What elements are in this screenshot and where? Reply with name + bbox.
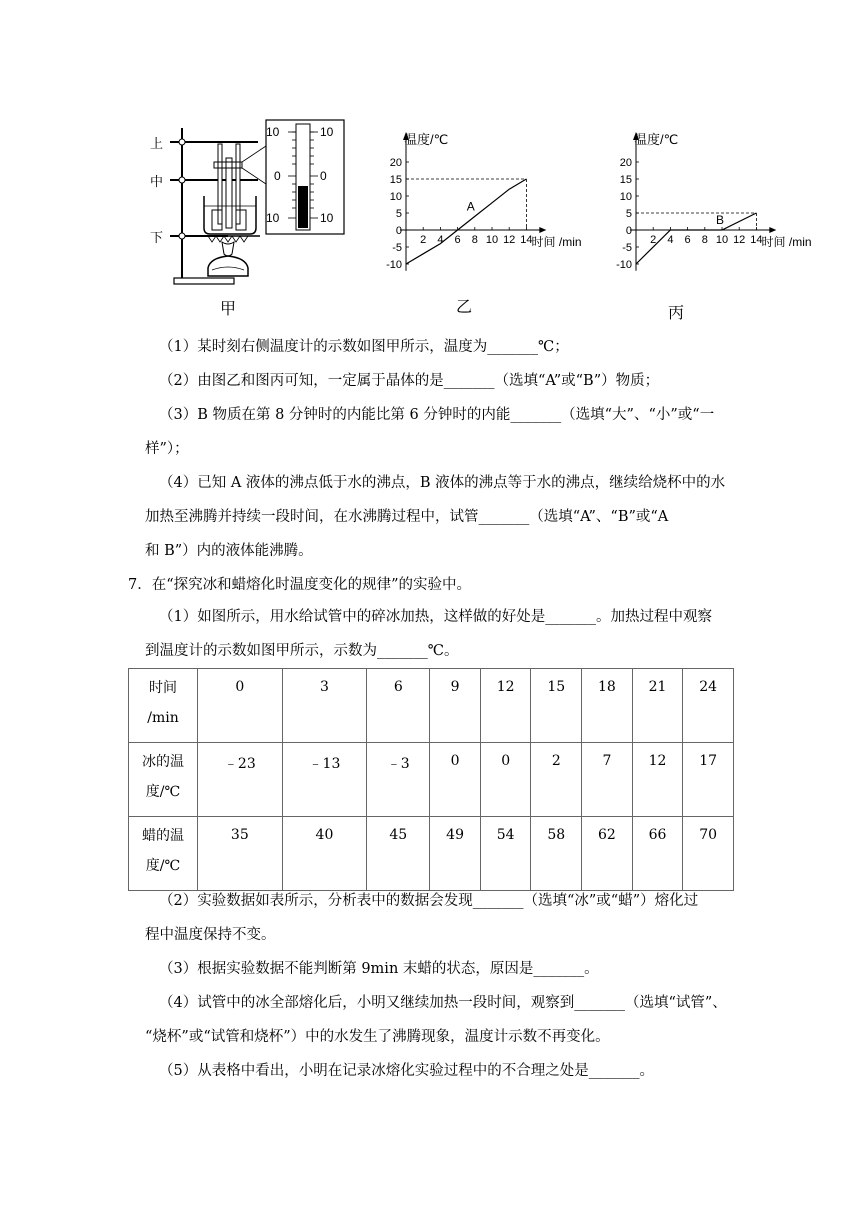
y-tick-label: 15 xyxy=(389,174,402,186)
q6-part4-line3: 和 B”）内的液体能沸腾。 xyxy=(145,543,313,559)
table-cell: 2 xyxy=(531,743,582,817)
table-row-header xyxy=(129,817,198,891)
x-tick-label: 12 xyxy=(503,234,516,246)
table-cell: 9 xyxy=(430,669,481,743)
q7-part4-line2: “烧杯”或“试管和烧杯”）中的水发生了沸腾现象，温度计示数不再变化。 xyxy=(145,1029,610,1045)
table-cell: 6 xyxy=(367,669,430,743)
table-row-header-line: 度/℃ xyxy=(145,784,181,800)
table-cell: ﹣13 xyxy=(282,743,367,817)
stand-label-middle: 中 xyxy=(150,174,164,189)
q7-part2-line1: （2）实验数据如表所示，分析表中的数据会发现_______（选填“冰”或“蜡”）熔化过 xyxy=(159,893,699,909)
x-tick-label: 2 xyxy=(420,234,427,246)
y-tick-label: 5 xyxy=(625,208,632,220)
table-row-header-line: 度/℃ xyxy=(145,858,181,874)
q7-part4-line1: （4）试管中的冰全部熔化后，小明又继续加热一段时间，观察到_______（选填“试管”、 xyxy=(159,995,727,1011)
table-cell: 70 xyxy=(683,817,734,891)
x-tick-label: 14 xyxy=(750,234,763,246)
table-cell: 12 xyxy=(632,743,683,817)
table-row xyxy=(129,743,734,817)
x-axis-arrow xyxy=(539,227,546,233)
stand-label-top: 上 xyxy=(150,136,164,151)
table-cell: 17 xyxy=(683,743,734,817)
x-tick-label: 12 xyxy=(733,234,746,246)
y-tick-label: 10 xyxy=(389,191,402,203)
figure-bing-label: 丙 xyxy=(668,303,685,322)
y-tick-label: 20 xyxy=(389,157,402,169)
x-axis-arrow xyxy=(769,227,776,233)
table-cell: 18 xyxy=(582,669,633,743)
table-row-header-line: 蜡的温 xyxy=(142,828,184,844)
q7-part1-line1: （1）如图所示，用水给试管中的碎冰加热，这样做的好处是_______。加热过程中观察 xyxy=(159,609,712,625)
q7-title: 7．在“探究冰和蜡熔化时温度变化的规律”的实验中。 xyxy=(128,577,472,593)
x-tick-label: 2 xyxy=(650,234,657,246)
x-axis-label: 时间 /min xyxy=(761,235,812,249)
table-cell: 40 xyxy=(282,817,367,891)
q6-part3-line2: 样”）； xyxy=(145,441,189,457)
table-row xyxy=(129,669,734,743)
x-tick-label: 4 xyxy=(437,234,444,246)
q7-part2-line2: 程中温度保持不变。 xyxy=(145,927,276,943)
q7-part5: （5）从表格中看出，小明在记录冰熔化实验过程中的不合理之处是_______。 xyxy=(159,1063,654,1079)
q6-part2: （2）由图乙和图丙可知，一定属于晶体的是_______（选填“A”或“B”）物质； xyxy=(159,373,660,389)
table-row-header-line: /min xyxy=(147,710,179,726)
chart-bing xyxy=(598,128,816,300)
curve-label-B: B xyxy=(716,213,725,227)
table-cell: 62 xyxy=(582,817,633,891)
table-cell: 3 xyxy=(282,669,367,743)
q6-part4-line1: （4）已知 A 液体的沸点低于水的沸点，B 液体的沸点等于水的沸点，继续给烧杯中的水 xyxy=(159,475,726,491)
table-cell: 35 xyxy=(198,817,283,891)
y-tick-label: 0 xyxy=(395,225,402,237)
table-cell: 0 xyxy=(198,669,283,743)
table-row-header xyxy=(129,743,198,817)
x-tick-label: 4 xyxy=(667,234,674,246)
curve-label-A: A xyxy=(466,199,475,214)
figure-jia-apparatus xyxy=(148,118,348,300)
q6-part4-line2: 加热至沸腾并持续一段时间，在水沸腾过程中，试管_______（选填“A”、“B”或“A xyxy=(145,509,669,525)
figure-yi-label: 乙 xyxy=(456,297,473,316)
table-cell: 12 xyxy=(480,669,531,743)
x-tick-label: 10 xyxy=(485,234,499,246)
y-tick-label: 10 xyxy=(619,191,632,203)
x-tick-label: 8 xyxy=(471,234,478,246)
table-row xyxy=(129,817,734,891)
table-row-header-line: 冰的温 xyxy=(142,754,184,770)
q7-data-table xyxy=(128,668,734,891)
y-tick-label: -10 xyxy=(616,259,632,271)
x-tick-label: 6 xyxy=(454,234,461,246)
table-cell: 45 xyxy=(367,817,430,891)
table-row-header xyxy=(129,669,198,743)
table-cell: 58 xyxy=(531,817,582,891)
table-cell: 0 xyxy=(430,743,481,817)
y-tick-label: 20 xyxy=(619,157,632,169)
q7-part3: （3）根据实验数据不能判断第 9min 末蜡的状态，原因是_______。 xyxy=(159,961,599,977)
table-cell: 49 xyxy=(430,817,481,891)
table-cell: 7 xyxy=(582,743,633,817)
y-tick-label: -5 xyxy=(622,242,632,254)
y-axis-label: 温度/℃ xyxy=(404,132,449,147)
y-tick-label: -5 xyxy=(392,242,402,254)
table-cell: 15 xyxy=(531,669,582,743)
table-row-header-line: 时间 xyxy=(149,680,177,696)
thermo-label-top-left: 10 xyxy=(266,125,280,139)
table-cell: 66 xyxy=(632,817,683,891)
q6-part3-line1: （3）B 物质在第 8 分钟时的内能比第 6 分钟时的内能_______（选填“大”、“小”或“一 xyxy=(159,407,715,423)
thermo-label-bot-right: 10 xyxy=(320,211,334,225)
table-cell: 21 xyxy=(632,669,683,743)
thermo-label-top-right: 10 xyxy=(320,125,334,139)
x-tick-label: 10 xyxy=(715,234,729,246)
y-tick-label: 0 xyxy=(625,225,632,237)
thermo-label-mid-left: 0 xyxy=(274,169,281,183)
x-tick-label: 8 xyxy=(701,234,708,246)
table-cell: 0 xyxy=(480,743,531,817)
series-line-A xyxy=(406,179,526,264)
q7-part1-line2: 到温度计的示数如图甲所示，示数为_______℃。 xyxy=(145,643,459,659)
stand-label-bottom: 下 xyxy=(150,230,164,245)
table-cell: 54 xyxy=(480,817,531,891)
y-tick-label: 15 xyxy=(619,174,632,186)
table-cell: ﹣3 xyxy=(367,743,430,817)
table-cell: ﹣23 xyxy=(198,743,283,817)
thermo-label-mid-right: 0 xyxy=(320,169,327,183)
figure-jia-label: 甲 xyxy=(220,299,237,318)
chart-yi xyxy=(368,128,586,300)
x-tick-label: 14 xyxy=(520,234,533,246)
thermo-label-bot-left: 10 xyxy=(266,211,280,225)
q6-part1: （1）某时刻右侧温度计的示数如图甲所示，温度为_______℃； xyxy=(159,339,569,355)
y-axis-label: 温度/℃ xyxy=(634,132,679,147)
y-tick-label: -10 xyxy=(386,259,402,271)
table-cell: 24 xyxy=(683,669,734,743)
y-tick-label: 5 xyxy=(395,208,402,220)
x-axis-label: 时间 /min xyxy=(531,235,582,249)
x-tick-label: 6 xyxy=(684,234,691,246)
